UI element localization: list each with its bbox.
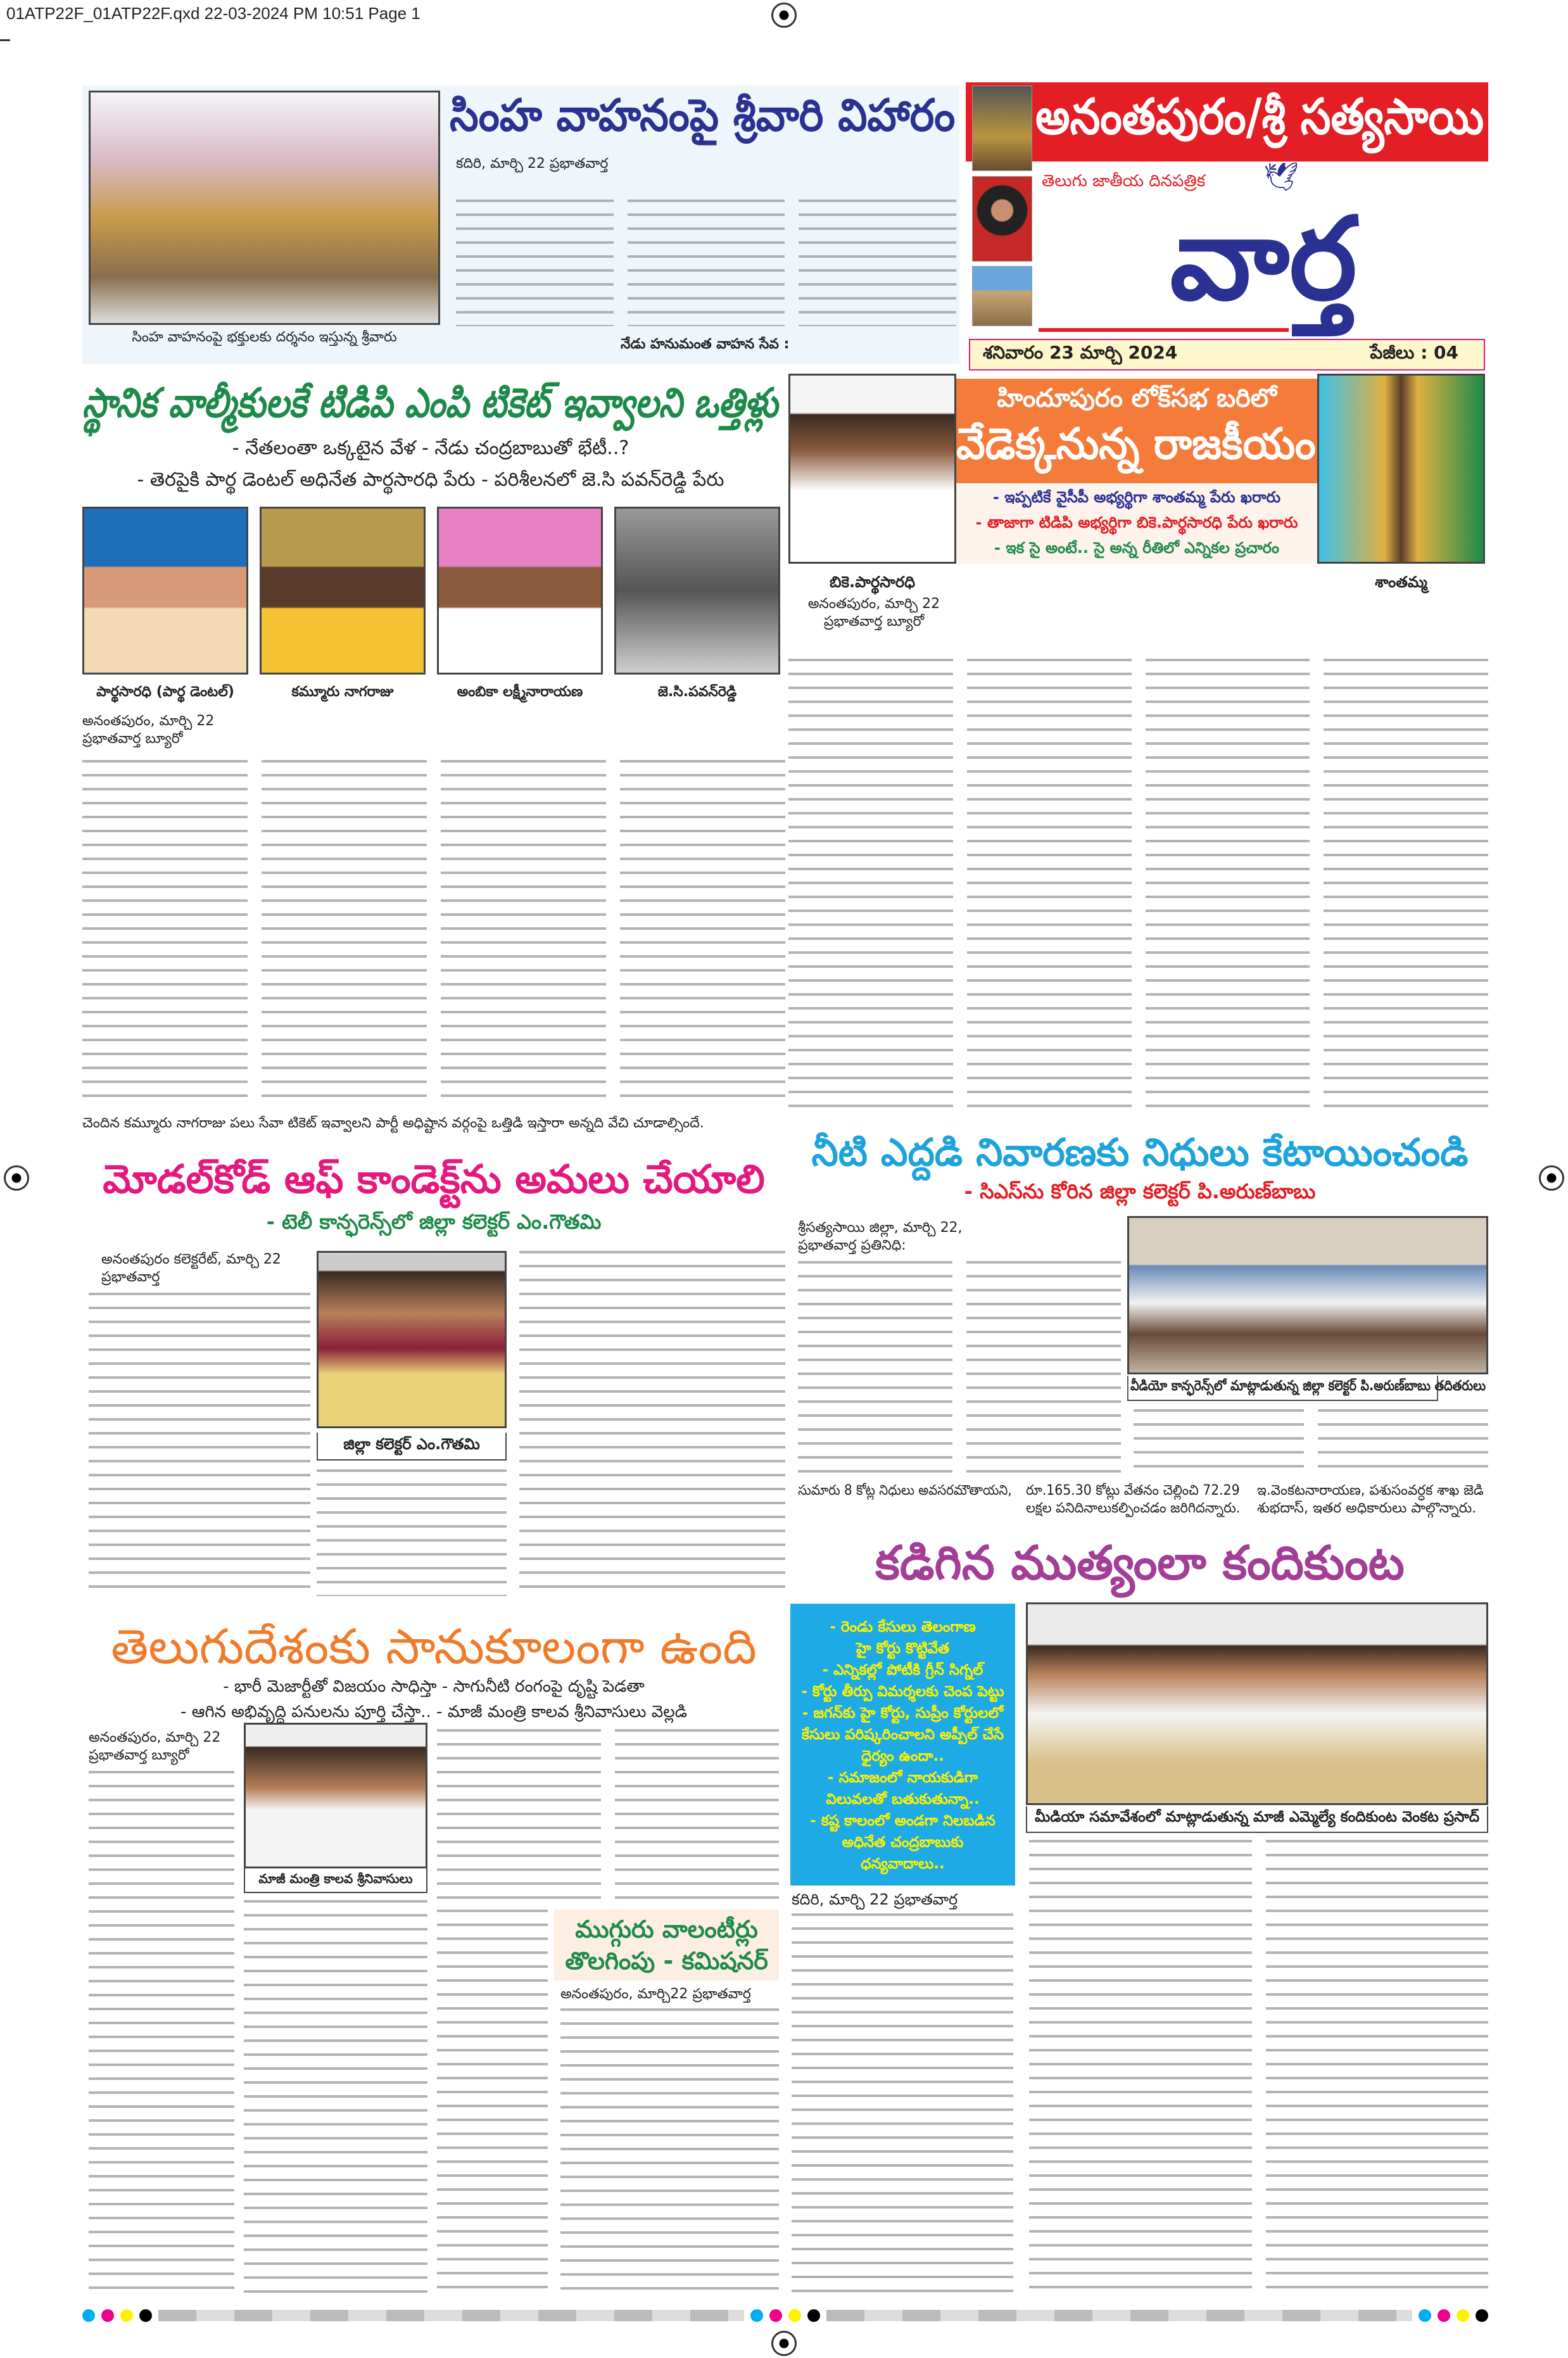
box-line: కేసులు పరిష్కరించాలని అప్పీల్ చేసే: [801, 1727, 1004, 1743]
box-line: - కోర్టు తీర్పు విమర్శలకు చెంప పెట్టు: [801, 1683, 1004, 1700]
body-line: రూ.165.30 కోట్లు వేతనం చెల్లించి 72.29: [1026, 1483, 1240, 1499]
nandi-photo: [972, 266, 1032, 326]
story6-left-column: [792, 1891, 1013, 2293]
story5-left-column: [798, 1219, 1121, 1479]
body-line: చెందిన కమ్మూరు నాగరాజు పలు సేవా టికెట్ ఇవ్వాలని పార్టీ అధిష్టాన వర్గంపై ఒత్తిడి ఇస్తారా అన్నది వేచి చూడాల్సిందే.: [82, 1115, 785, 1132]
subhead: - తెరపైకి పార్థ డెంటల్ అధినేత పార్థసారధి పేరు - పరిశీలనలో జె.సి పవన్‌రెడ్డి పేరు: [137, 469, 724, 491]
bullet: - ఇప్పటికే వైసీపీ అభ్యర్థిగా శాంతమ్మ పేరు ఖరారు: [992, 488, 1281, 506]
color-swatch: [788, 2309, 801, 2322]
photo-caption: బికె.పార్థసారధి: [829, 573, 916, 591]
dateline: అనంతపురం కలెక్టరేట్, మార్చి 22 ప్రభాతవార్త: [101, 1252, 281, 1285]
photo-caption: సింహ వాహనంపై భక్తులకు దర్శనం ఇస్తున్న శ్రీవారు: [132, 329, 397, 345]
dateline: అనంతపురం, మార్చి22 ప్రభాతవార్త: [560, 1986, 751, 2002]
color-swatch: [750, 2309, 763, 2322]
photo-caption: మీడియా సమావేశంలో మాట్లాడుతున్న మాజీ ఎమ్మెల్యే కందికుంట వెంకట ప్రసాద్: [1026, 1806, 1488, 1833]
story8-column: [554, 1910, 779, 2293]
subhead: - నేతలంతా ఒక్కటైన వేళ - నేడు చంద్రబాబుతో భేటీ..?: [232, 437, 629, 459]
media-meeting-photo: [1026, 1602, 1488, 1805]
color-swatch: [807, 2309, 820, 2322]
dateline: కదిరి, మార్చి 22 ప్రభాతవార్త: [792, 1891, 958, 1908]
color-swatch: [120, 2309, 133, 2322]
headline: తెలుగుదేశంకు సానుకూలంగా ఉంది: [111, 1618, 757, 1675]
gray-ramp: [826, 2310, 1412, 2321]
file-slug: 01ATP22F_01ATP22F.qxd 22-03-2024 PM 10:51 Page 1: [6, 4, 420, 23]
story5-end-col2: [1026, 1482, 1241, 1518]
newspaper-logo: వార్త: [1170, 193, 1357, 326]
photo-caption: వీడియో కాన్ఫరెన్స్‌లో మాట్లాడుతున్న జిల్లా కలెక్టర్ పి.అరుణ్‌బాబు తదితరులు: [1127, 1376, 1438, 1401]
dateline: అనంతపురం, మార్చి 22 ప్రభాతవార్త బ్యూరో: [82, 713, 215, 747]
portrait-photo: [260, 507, 426, 675]
headline-box: [956, 379, 1317, 483]
collector-photo: [317, 1251, 507, 1428]
headline: ముగ్గురు వాలంటీర్లు తొలగింపు - కమిషనర్: [565, 1915, 768, 1975]
registration-mark-icon: [1539, 1165, 1564, 1191]
subhead: - సిఎస్‌ను కోరిన జిల్లా కలెక్టర్ పి.అరుణ్‌బాబు: [964, 1179, 1316, 1203]
page-count: పేజీలు : 04: [1370, 342, 1458, 363]
portrait-photo: [1317, 374, 1485, 564]
photo-caption: పార్థసారధి (పార్థ డెంటల్): [96, 684, 234, 700]
date-bar: [969, 339, 1485, 371]
headline: మోడల్‌కోడ్ ఆఫ్ కాండెక్ట్‌ను అమలు చేయాలి: [103, 1156, 765, 1202]
color-swatch: [82, 2309, 95, 2322]
registration-mark-icon: [771, 2331, 797, 2356]
photo-caption: కమ్మూరు నాగరాజు: [291, 684, 394, 700]
dateline: కదిరి, మార్చి 22 ప్రభాతవార్త: [456, 156, 609, 172]
dateline: అనంతపురం, మార్చి 22 ప్రభాతవార్త బ్యూరో: [807, 596, 940, 630]
portrait-photo: [788, 374, 956, 564]
photo-caption: మాజీ మంత్రి కాలవ శ్రీనివాసులు: [244, 1868, 427, 1893]
subhead: - భారీ మెజార్టీతో విజయం సాధిస్తా - సాగునీటి రంగంపై దృష్టి పెడతా: [223, 1677, 645, 1696]
dateline: శ్రీసత్యసాయి జిల్లా, మార్చి 22, ప్రభాతవార్త ప్రతినిధి:: [798, 1220, 963, 1253]
story5-end-col3: [1257, 1482, 1485, 1518]
photo-caption: జిల్లా కలెక్టర్ ఎం.గౌతమి: [317, 1433, 507, 1461]
box-line: విలువలతో బతుకుతున్నా..: [826, 1791, 980, 1808]
portrait-photo: [82, 507, 248, 675]
headline: కడిగిన ముత్యంలా కందికుంట: [875, 1536, 1405, 1590]
body-line: లక్షల పనిదినాలుకల్పించడం జరిగిదన్నారు.: [1026, 1500, 1241, 1516]
bullet-box: [956, 485, 1317, 564]
headline: వేడెక్కనున్న రాజకీయం: [956, 419, 1316, 469]
gray-ramp: [158, 2310, 744, 2321]
registration-mark-icon: [771, 3, 797, 28]
tagline: తెలుగు జాతీయ దినపత్రిక: [1042, 172, 1206, 191]
subhead: - ఆగిన అభివృద్ధి పనులను పూర్తి చేస్తా.. - మాజీ మంత్రి కాలవ శ్రీనివాసులు వెల్లడి: [180, 1702, 687, 1721]
color-bar: [82, 2309, 1488, 2323]
headline: నీటి ఎద్దడి నివారణకు నిధులు కేటాయించండి: [811, 1131, 1469, 1175]
box-line: - సమాజంలో నాయకుడిగా: [827, 1770, 978, 1786]
kicker: హిందూపురం లోక్‌సభ బరిలో: [997, 384, 1277, 413]
box-line: ధన్యవాదాలు..: [861, 1856, 945, 1872]
issue-date: శనివారం 23 మార్చి 2024: [983, 342, 1178, 363]
crop-mark: [0, 39, 10, 41]
body-line: ఇ.వెంకటనారాయణ, పశుసంవర్ధక శాఖ జెడి: [1257, 1483, 1484, 1499]
box-line: - కష్ట కాలంలో అండగా నిలబడిన: [810, 1813, 996, 1829]
story5-end-col1: [798, 1482, 1013, 1500]
photo-caption: జె.సి.పవన్‌రెడ్డి: [657, 684, 737, 700]
masthead: [966, 82, 1488, 364]
subhead: నేడు హనుమంత వాహన సేవ :: [621, 336, 790, 352]
box-line: - జగన్‌కు హై కోర్టు, సుప్రీం కోర్టులలో: [802, 1705, 1004, 1721]
color-swatch: [101, 2309, 114, 2322]
former-minister-photo: [244, 1723, 427, 1868]
body-line: శుభదాస్, ఇతర అధికారులు పాల్గొన్నారు.: [1257, 1500, 1477, 1516]
headline: సింహ వాహనంపై శ్రీవారి విహారం: [450, 89, 956, 141]
subhead: - టెలీ కాన్ఫరెన్స్‌లో జిల్లా కలెక్టర్ ఎం.గౌతమి: [266, 1210, 602, 1234]
box-line: ధైర్యం ఉందా..: [861, 1748, 944, 1765]
color-swatch: [1438, 2309, 1450, 2322]
color-swatch: [1419, 2309, 1431, 2322]
conference-photo: [1127, 1216, 1488, 1374]
story-simha-vahanam: [82, 86, 959, 364]
color-swatch: [769, 2309, 782, 2322]
headline: స్థానిక వాల్మీకులకే టిడిపి ఎంపి టికెట్ ఇవ్వాలని ఒత్తిళ్లు: [82, 380, 778, 427]
box-line: - ఎన్నికల్లో పోటీకి గ్రీన్ సిగ్నల్: [822, 1662, 983, 1678]
portrait-photo: [437, 507, 603, 675]
temple-photo: [972, 86, 1032, 171]
edition-title: అనంతపురం/శ్రీ సత్యసాయి: [1035, 89, 1484, 146]
box-line: - రెండు కేసులు తెలంగాణ: [830, 1619, 976, 1635]
bullet: - ఇక సై అంటే.. సై అన్న రీతిలో ఎన్నికల ప్రచారం: [994, 539, 1280, 557]
color-swatch: [139, 2309, 152, 2322]
highlights-box: [790, 1604, 1015, 1886]
box-line: హై కోర్టు కొట్టివేత: [856, 1640, 950, 1657]
dateline: అనంతపురం, మార్చి 22 ప్రభాతవార్త బ్యూరో: [89, 1730, 221, 1763]
deity-photo: [89, 91, 440, 325]
color-swatch: [1476, 2309, 1488, 2322]
story4-left-column: [89, 1251, 310, 1596]
box-line: అధినేత చంద్రబాబుకు: [842, 1834, 964, 1851]
color-swatch: [1457, 2309, 1469, 2322]
bullet: - తాజాగా టిడిపి అభ్యర్థిగా బికె.పార్థసారధి పేరు ఖరారు: [975, 514, 1298, 531]
dove-icon: 🕊: [1263, 161, 1299, 193]
registration-mark-icon: [4, 1165, 29, 1191]
sai-baba-photo: [972, 176, 1032, 262]
story7-left-column: [89, 1729, 234, 2293]
photo-caption: అంబికా లక్ష్మీనారాయణ: [457, 684, 583, 700]
photo-caption: శాంతమ్మ: [1375, 573, 1427, 591]
volunteers-headline-box: [554, 1910, 779, 1981]
body-line: సుమారు 8 కోట్ల నిధులు అవసరమౌతాయని,: [798, 1483, 1012, 1499]
portrait-photo: [614, 507, 780, 675]
